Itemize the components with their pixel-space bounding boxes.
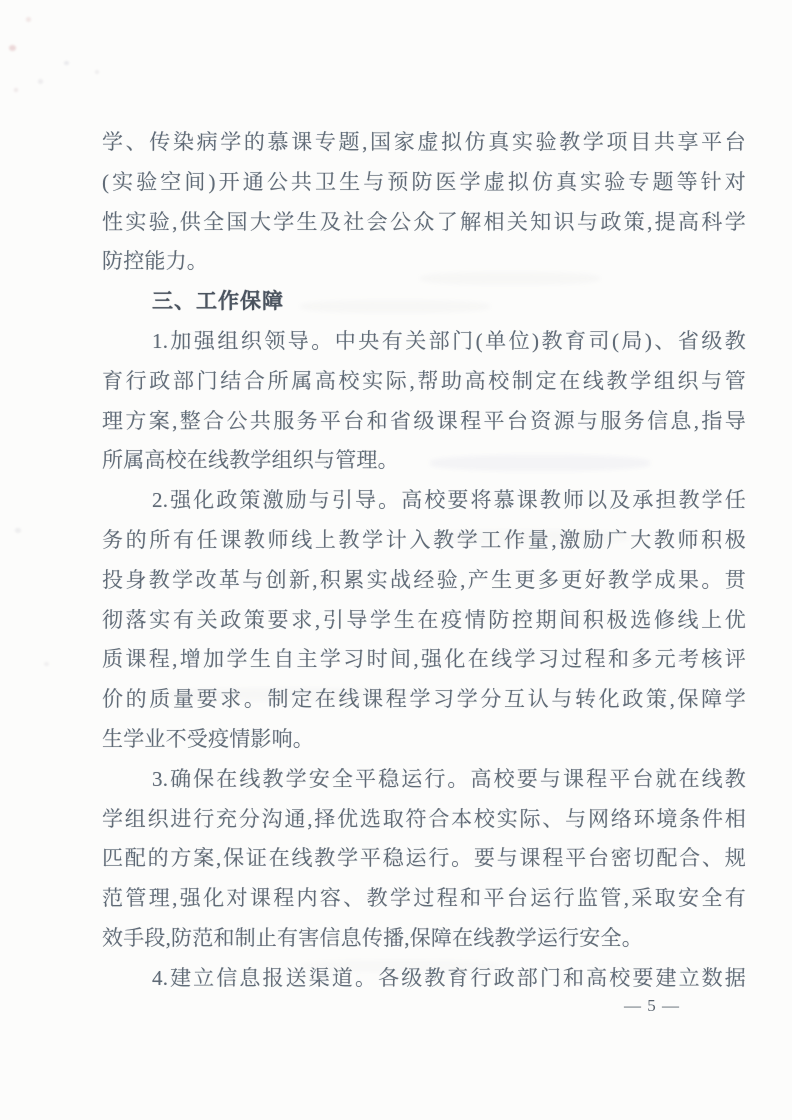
page-number: — 5 — (624, 996, 680, 1015)
text-line: 防控能力。 (102, 249, 208, 274)
text-line: 投身教学改革与创新,积累实战经验,产生更多更好教学成果。贯 (102, 567, 746, 592)
text-line: 学、传染病学的慕课专题,国家虚拟仿真实验教学项目共享平台 (102, 130, 746, 154)
text-line: 范管理,强化对课程内容、教学过程和平台运行监管,采取安全有 (102, 886, 746, 911)
text-line: 务的所有任课教师线上教学计入教学工作量,激励广大教师积极 (102, 527, 746, 552)
text-line: 效手段,防范和制止有害信息传播,保障在线教学运行安全。 (102, 925, 643, 950)
text-line: 价的质量要求。制定在线课程学习学分互认与转化政策,保障学 (102, 687, 746, 712)
text-line: 4.建立信息报送渠道。各级教育行政部门和高校要建立数据 (152, 965, 746, 990)
section-heading: 三、工作保障 (152, 289, 284, 314)
text-line: 性实验,供全国大学生及社会公众了解相关知识与政策,提高科学 (102, 209, 746, 234)
text-line: 匹配的方案,保证在线教学平稳运行。要与课程平台密切配合、规 (102, 846, 746, 871)
text-line: 学组织进行充分沟通,择优选取符合本校实际、与网络环境条件相 (102, 806, 746, 831)
text-line: 1.加强组织领导。中央有关部门(单位)教育司(局)、省级教 (152, 328, 746, 353)
text-line: 所属高校在线教学组织与管理。 (102, 448, 399, 473)
text-line: 彻落实有关政策要求,引导学生在疫情防控期间积极选修线上优 (102, 607, 746, 632)
text-line: (实验空间)开通公共卫生与预防医学虚拟仿真实验专题等针对 (102, 169, 746, 194)
text-line: 生学业不受疫情影响。 (102, 726, 314, 751)
document-body (102, 123, 746, 999)
text-line: 2.强化政策激励与引导。高校要将慕课教师以及承担教学任 (152, 488, 746, 513)
text-line: 质课程,增加学生自主学习时间,强化在线学习过程和多元考核评 (102, 647, 746, 672)
text-line: 3.确保在线教学安全平稳运行。高校要与课程平台就在线教 (152, 766, 746, 791)
text-line: 育行政部门结合所属高校实际,帮助高校制定在线教学组织与管 (102, 368, 746, 393)
text-line: 理方案,整合公共服务平台和省级课程平台资源与服务信息,指导 (102, 408, 746, 433)
